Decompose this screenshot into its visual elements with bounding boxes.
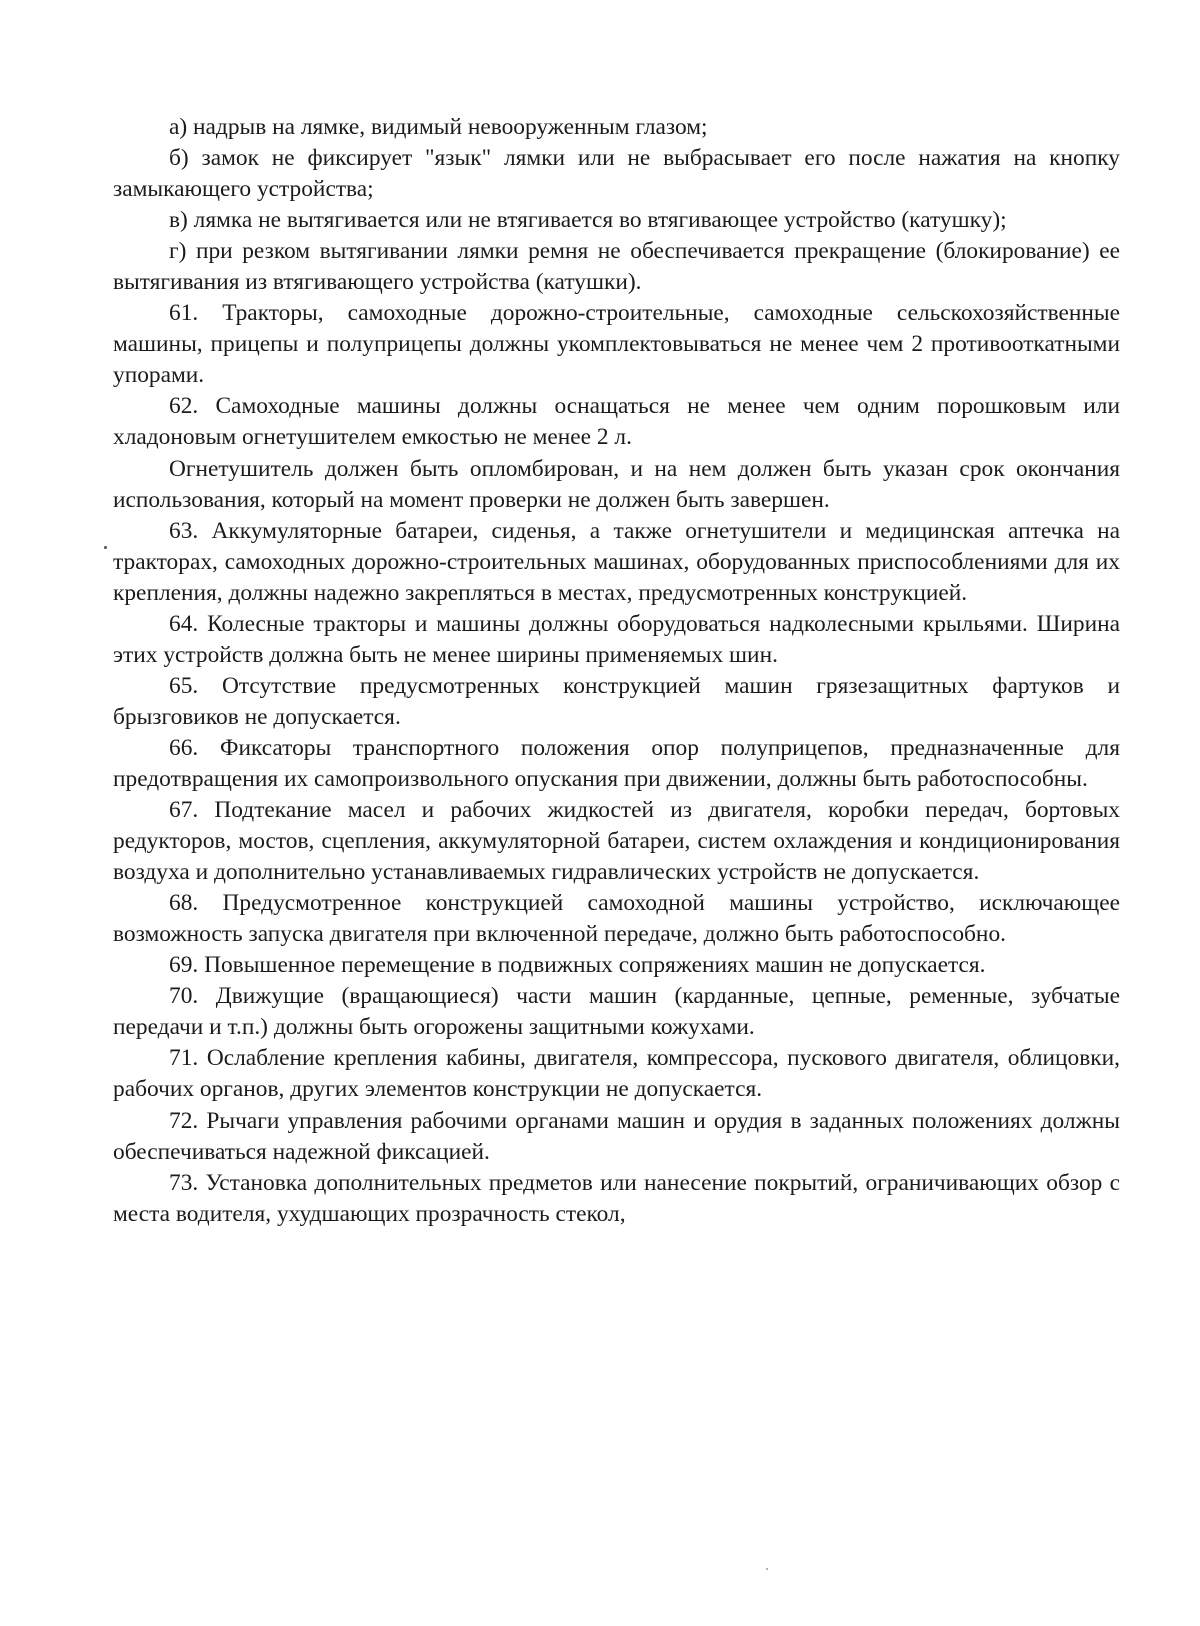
paragraph-62-extinguisher: Огнетушитель должен быть опломбирован, и на нем должен быть указан срок окончания использования, который на момент проверки не должен быть завершен. [113, 455, 1120, 513]
paragraph-item-a: а) надрыв на лямке, видимый невооруженным глазом; [169, 114, 708, 140]
paragraph-63: 63. Аккумуляторные батареи, сиденья, а также огнетушители и медицинская аптечка на тракторах, самоходных дорожно-строительных машинах, оборудованных приспособлениями для их крепления, должны надежно закрепляться в местах, предусмотренных конструкцией. [113, 517, 1120, 606]
paragraph-item-b: б) замок не фиксирует "язык" лямки или не выбрасывает его после нажатия на кнопку замыкающего устройства; [113, 145, 1120, 203]
paragraph-67: 67. Подтекание масел и рабочих жидкостей из двигателя, коробки передач, бортовых редукторов, мостов, сцепления, аккумуляторной батареи, систем охлаждения и кондиционирования воздуха и дополнительно устанавливаемых гидравлических устройств не допускается. [113, 797, 1120, 886]
paragraph-65: 65. Отсутствие предусмотренных конструкцией машин грязезащитных фартуков и брызговиков не допускается. [113, 672, 1120, 730]
paragraph-66: 66. Фиксаторы транспортного положения опор полуприцепов, предназначенные для предотвращения их самопроизвольного опускания при движении, должны быть работоспособны. [113, 734, 1120, 792]
paragraph-64: 64. Колесные тракторы и машины должны оборудоваться надколесными крыльями. Ширина этих устройств должна быть не менее ширины применяемых шин. [113, 610, 1120, 668]
paragraph-item-v: в) лямка не вытягивается или не втягивается во втягивающее устройство (катушку); [169, 207, 1007, 234]
paragraph-73: 73. Установка дополнительных предметов или нанесение покрытий, ограничивающих обзор с места водителя, ухудшающих прозрачность стекол, [113, 1169, 1120, 1227]
paragraph-68: 68. Предусмотренное конструкцией самоходной машины устройство, исключающее возможность запуска двигателя при включенной передаче, должно быть работоспособно. [113, 890, 1120, 948]
paragraph-70: 70. Движущие (вращающиеся) части машин (карданные, цепные, ременные, зубчатые передачи и т.п.) должны быть огорожены защитными кожухами. [113, 983, 1120, 1041]
scan-speck [766, 1568, 768, 1570]
paragraph-61: 61. Тракторы, самоходные дорожно-строительные, самоходные сельскохозяйственные машины, прицепы и полуприцепы должны укомплектовываться не менее чем 2 противооткатными упорами. [113, 300, 1120, 389]
paragraph-71: 71. Ослабление крепления кабины, двигателя, компрессора, пускового двигателя, облицовки, рабочих органов, других элементов конструкции не допускается. [113, 1045, 1120, 1103]
scan-speck [104, 546, 107, 549]
paragraph-item-g: г) при резком вытягивании лямки ремня не обеспечивается прекращение (блокирование) ее вытягивания из втягивающего устройства (катушки). [113, 238, 1120, 296]
paragraph-69: 69. Повышенное перемещение в подвижных сопряжениях машин не допускается. [169, 952, 986, 979]
paragraph-62: 62. Самоходные машины должны оснащаться не менее чем одним порошковым или хладоновым огнетушителем емкостью не менее 2 л. [113, 393, 1120, 451]
paragraph-72: 72. Рычаги управления рабочими органами машин и орудия в заданных положениях должны обеспечиваться надежной фиксацией. [113, 1107, 1120, 1165]
